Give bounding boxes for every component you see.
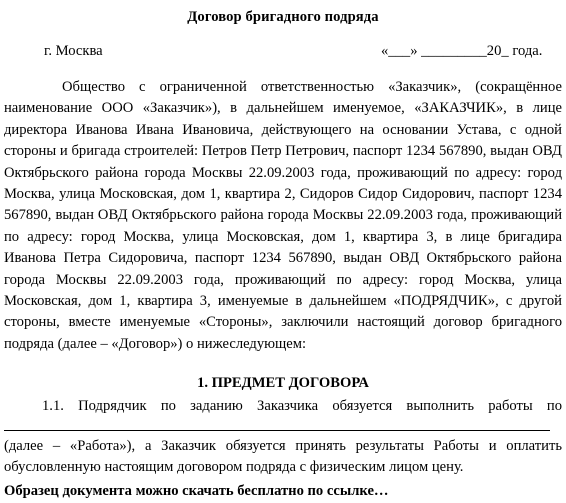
place-and-date-line — [0, 42, 566, 60]
preamble-block — [4, 77, 562, 355]
clause-1-1-continued: (далее – «Работа»), а Заказчик обязуется принять результаты Работы и оплатить обусловленную настоящим договором подряда с физическим лицом цену. — [4, 438, 562, 476]
download-link[interactable]: Образец документа можно скачать бесплатно по ссылке… — [4, 483, 389, 499]
blank-fill-line — [4, 430, 550, 431]
preamble-paragraph: Общество с ограниченной ответственностью «Заказчик», (сокращённое наименование ООО «Заказчик»), в дальнейшем именуемое, «ЗАКАЗЧИК», в лице директора Иванова Ивана Ивановича, действующего на основании Устава, с одной стороны и бригада строителей: Петров Петр Петрович, паспорт 1234 567890, выдан ОВД Октябрьского района города Москвы 22.09.2003 года, проживающий по адресу: город Москва, улица Московская, дом 1, квартира 2, Сидоров Сидор Сидорович, паспорт 1234 567890, выдан ОВД Октябрьского района города Москвы 22.09.2003 года, проживающий по адресу: город Москва, улица Московская, дом 1, квартира 3, в лице бригадира Иванова Петра Сидоровича, паспорт 1234 567890, выдан ОВД Октябрьского района города Москвы 22.09.2003 года, проживающий по адресу: город Москва, улица Московская, дом 1, квартира 3, именуемые в дальнейшем «ПОДРЯДЧИК», с другой стороны, вместе именуемые «Стороны», заключили настоящий договор бригадного подряда (далее – «Договор») о нижеследующем: — [4, 79, 562, 352]
clause-1-1: 1.1. Подрядчик по заданию Заказчика обязуется выполнить работы по — [42, 398, 562, 414]
section-heading: 1. ПРЕДМЕТ ДОГОВОРА — [197, 375, 369, 391]
date-placeholder: «___» _________20_ года. — [381, 43, 543, 59]
city: г. Москва — [44, 43, 103, 59]
document-title: Договор бригадного подряда — [187, 9, 379, 25]
